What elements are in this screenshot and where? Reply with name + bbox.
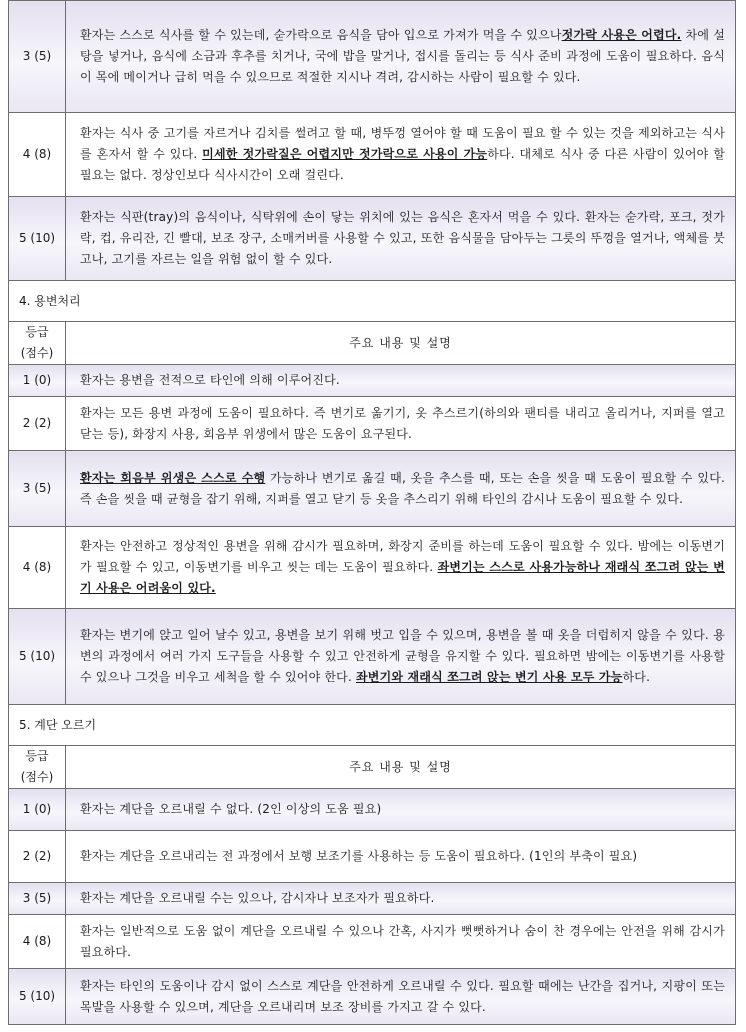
underlined-emphasis: 환자는 회음부 위생은 스스로 수행	[80, 470, 266, 485]
grade-cell: 5 (10)	[9, 969, 66, 1025]
section-heading-row	[9, 705, 736, 746]
grade-cell: 4 (8)	[9, 915, 66, 969]
description-header: 주요 내용 및 설명	[66, 746, 736, 789]
description-header: 주요 내용 및 설명	[66, 322, 736, 365]
description-cell: 환자는 모든 용변 과정에 도움이 필요하다. 즉 변기로 옮기기, 옷 추스르기(하의와 팬티를 내리고 올리거나, 지퍼를 열고 닫는 등), 화장지 사용, 회음부 위생에서 많은 도움이 요구된다.	[66, 397, 736, 451]
grade-cell: 3 (5)	[9, 1, 66, 113]
table-header-row	[9, 322, 736, 365]
table-row	[9, 527, 736, 609]
table-row	[9, 113, 736, 197]
description-cell: 환자는 계단을 오르내리는 전 과정에서 보행 보조기를 사용하는 등 도움이 필요하다. (1인의 부축이 필요)	[66, 831, 736, 883]
description-cell: 환자는 일반적으로 도움 없이 계단을 오르내릴 수 있으나 간혹, 사지가 뻣뻣하거나 숨이 찬 경우에는 안전을 위해 감시가 필요하다.	[66, 915, 736, 969]
underlined-emphasis: 미세한 젓가락질은 어렵지만 젓가락으로 사용이 가능	[202, 147, 488, 161]
description-cell: 환자는 식판(tray)의 음식이나, 식탁위에 손이 닿는 위치에 있는 음식은 혼자서 먹을 수 있다. 환자는 숟가락, 포크, 젓가락, 컵, 유리잔, 긴 빨대, 보조 장구, 소매커버를 사용할 수 있고, 또한 음식물을 담아두는 그릇의 뚜껑을 열거나, 액체를 붓고나, 고기를 자르는 일을 위험 없이 할 수 있다.	[66, 197, 736, 281]
table-row	[9, 789, 736, 831]
table-row	[9, 197, 736, 281]
grade-cell: 1 (0)	[9, 789, 66, 831]
grade-header: 등급 (점수)	[9, 322, 66, 365]
table-row	[9, 883, 736, 915]
table-row	[9, 915, 736, 969]
description-cell: 환자는 회음부 위생은 스스로 수행 가능하나 변기로 옮길 때, 옷을 추스를 때, 또는 손을 씻을 때 도움이 필요할 수 있다. 즉 손을 씻을 때 균형을 잡기 위해, 지퍼를 열고 닫기 등 옷을 추스리기 위해 타인의 감시나 도움이 필요할 수 있다.	[66, 451, 736, 527]
description-cell: 환자는 안전하고 정상적인 용변을 위해 감시가 필요하며, 화장지 준비를 하는데 도움이 필요할 수 있다. 밤에는 이동변기가 필요할 수 있고, 이동변기를 비우고 씻는 데는 도움이 필요하다. 좌변기는 스스로 사용가능하나 재래식 쪼그려 앉는 변기 사용은 어려움이 있다.	[66, 527, 736, 609]
description-cell: 환자는 스스로 식사를 할 수 있는데, 숟가락으로 음식을 담아 입으로 가져가 먹을 수 있으나젓가락 사용은 어렵다. 차에 설탕을 넣거나, 음식에 소금과 후추를 치거나, 국에 밥을 말거나, 접시를 돌리는 등 식사 준비 과정에 도움이 필요하다. 음식이 목에 메이거나 급히 먹을 수 있으므로 적절한 지시나 격려, 감시하는 사람이 필요할 수 있다.	[66, 1, 736, 113]
grade-cell: 2 (2)	[9, 397, 66, 451]
section-heading-row	[9, 281, 736, 322]
description-cell: 환자는 식사 중 고기를 자르거나 김치를 썰려고 할 때, 병뚜껑 열어야 할 때 도움이 필요 할 수 있는 것을 제외하고는 식사를 혼자서 할 수 있다. 미세한 젓가락질은 어렵지만 젓가락으로 사용이 가능하다. 대체로 식사 중 다른 사람이 있어야 할 필요는 없다. 정상인보다 식사시간이 오래 걸린다.	[66, 113, 736, 197]
grade-cell: 3 (5)	[9, 451, 66, 527]
table-row	[9, 451, 736, 527]
grade-header: 등급 (점수)	[9, 746, 66, 789]
underlined-emphasis: 좌변기는 스스로 사용가능하나 재래식 쪼그려 앉는 변기 사용은 어려움이 있다.	[80, 560, 725, 595]
section-title: 5. 계단 오르기	[9, 705, 736, 746]
underlined-emphasis: 좌변기와 재래식 쪼그려 앉는 변기 사용 모두 가능	[356, 670, 623, 684]
grade-cell: 4 (8)	[9, 527, 66, 609]
grade-cell: 2 (2)	[9, 831, 66, 883]
assessment-table	[8, 0, 736, 1025]
table-row	[9, 397, 736, 451]
description-cell: 환자는 계단을 오르내릴 수 없다. (2인 이상의 도움 필요)	[66, 789, 736, 831]
table-row	[9, 969, 736, 1025]
grade-cell: 3 (5)	[9, 883, 66, 915]
grade-cell: 5 (10)	[9, 197, 66, 281]
grade-cell: 4 (8)	[9, 113, 66, 197]
table-row	[9, 609, 736, 705]
underlined-emphasis: 젓가락 사용은 어렵다.	[561, 28, 682, 42]
description-cell: 환자는 계단을 오르내릴 수는 있으나, 감시자나 보조자가 필요하다.	[66, 883, 736, 915]
description-cell: 환자는 변기에 앉고 일어 날수 있고, 용변을 보기 위해 벗고 입을 수 있으며, 용변을 볼 때 옷을 더럽히지 않을 수 있다. 용변의 과정에서 여러 가지 도구들을 사용할 수 있고 안전하게 균형을 유지할 수 있다. 필요하면 밤에는 이동변기를 사용할 수 있으나 그것을 비우고 세척을 할 수 있어야 한다. 좌변기와 재래식 쪼그려 앉는 변기 사용 모두 가능하다.	[66, 609, 736, 705]
table-header-row	[9, 746, 736, 789]
section-title: 4. 용변처리	[9, 281, 736, 322]
table-row	[9, 365, 736, 397]
table-row	[9, 1, 736, 113]
description-cell: 환자는 타인의 도움이나 감시 없이 스스로 계단을 안전하게 오르내릴 수 있다. 필요할 때에는 난간을 집거나, 지팡이 또는 목발을 사용할 수 있으며, 계단을 오르내리며 보조 장비를 가지고 갈 수 있다.	[66, 969, 736, 1025]
grade-cell: 1 (0)	[9, 365, 66, 397]
description-cell: 환자는 용변을 전적으로 타인에 의해 이루어진다.	[66, 365, 736, 397]
grade-cell: 5 (10)	[9, 609, 66, 705]
table-row	[9, 831, 736, 883]
